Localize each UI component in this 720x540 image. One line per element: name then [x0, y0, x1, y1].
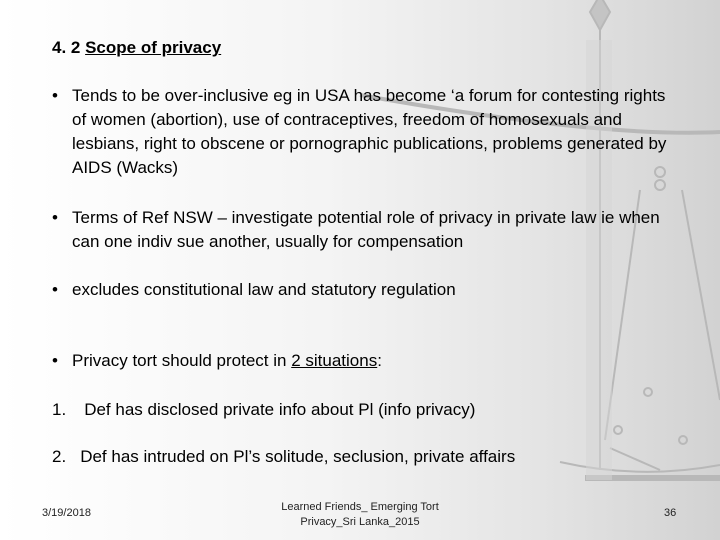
bullet-text-part: Privacy tort should protect in [72, 351, 292, 370]
bullet-terms-of-ref [52, 206, 672, 254]
bullet-marker: • [52, 351, 58, 370]
bullet-text-underlined: 2 situations [291, 351, 378, 370]
numbered-item-1 [52, 398, 475, 422]
footer-title-line2: Privacy_Sri Lanka_2015 [300, 516, 420, 528]
bullet-text [72, 349, 672, 373]
slide-title [52, 38, 221, 58]
bullet-text: Tends to be over-inclusive eg in USA has become ‘a forum for contesting rights of women (abortion), use of contraceptives, freedom of homosexuals and lesbians, right to obscene or pornographic publications, problems generated by AIDS (Wacks) [72, 86, 667, 177]
item-text: Def has disclosed private info about Pl (info privacy) [84, 400, 476, 419]
bullet-text-part: : [377, 351, 382, 370]
title-number: 4. 2 [52, 38, 86, 57]
bullet-over-inclusive [52, 84, 672, 180]
bullet-privacy-tort [52, 349, 672, 373]
footer-date: 3/19/2018 [42, 507, 91, 519]
footer-center [250, 500, 470, 530]
item-text: Def has intruded on Pl’s solitude, seclusion, private affairs [80, 447, 516, 466]
footer-page-number: 36 [664, 507, 677, 519]
bullet-marker: • [52, 280, 58, 299]
title-text: Scope of privacy [85, 38, 222, 57]
bullet-marker: • [52, 208, 58, 227]
bullet-excludes [52, 278, 672, 302]
item-number: 1. [52, 400, 67, 419]
bullet-text: Terms of Ref NSW – investigate potential role of privacy in private law ie when can one indiv sue another, usually for compensation [72, 208, 660, 251]
bullet-marker: • [52, 86, 58, 105]
numbered-item-2 [52, 445, 515, 469]
bullet-text: excludes constitutional law and statutory regulation [72, 280, 456, 299]
footer-title-line1: Learned Friends_ Emerging Tort [281, 501, 439, 513]
item-number: 2. [52, 447, 67, 466]
